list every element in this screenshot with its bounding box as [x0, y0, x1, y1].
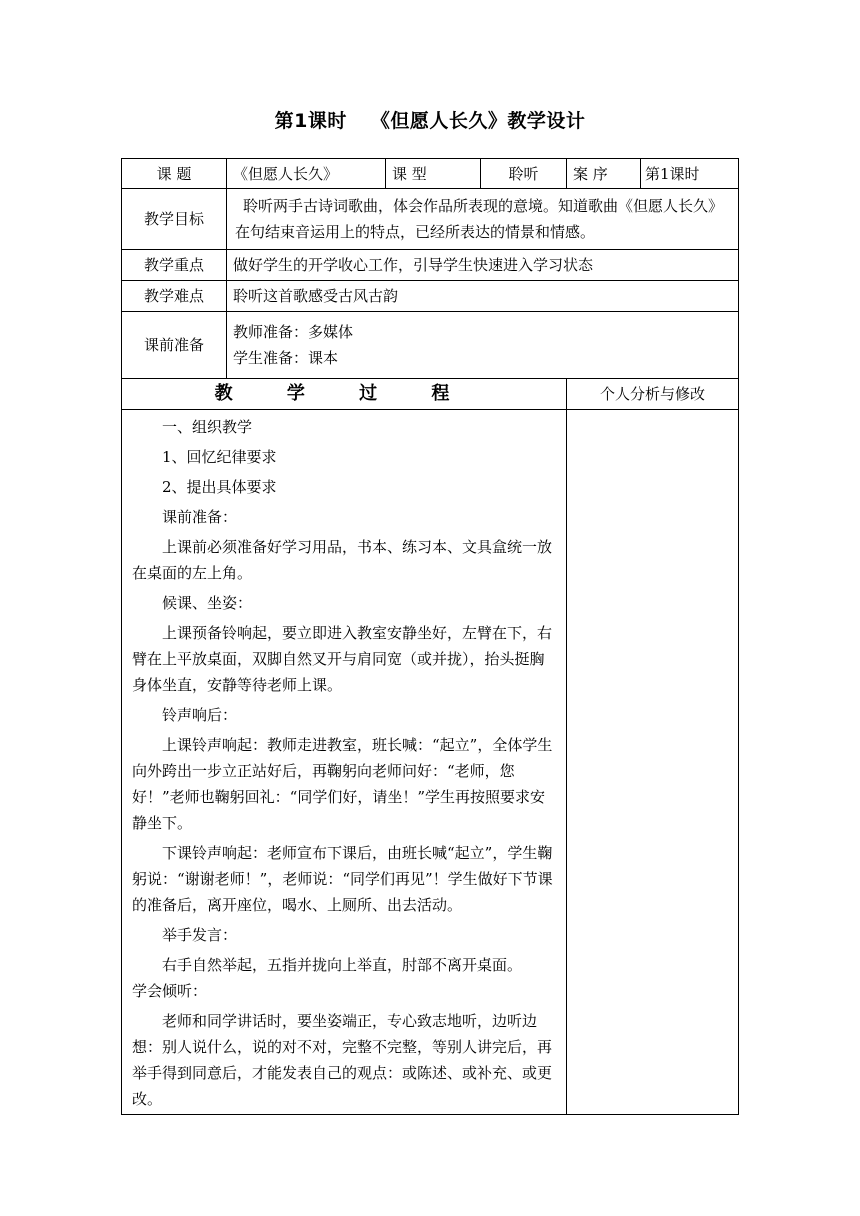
page-title: [0, 106, 860, 133]
topic-value: 《但愿人长久》: [227, 159, 386, 189]
paragraph: 学会倾听：: [132, 982, 208, 1000]
preparation-label: 课前准备: [122, 312, 227, 379]
paragraph: 上课前必须准备好学习用品，书本、练习本、文具盒统一放在桌面的左上角。: [132, 538, 553, 582]
topic-label: 课 题: [122, 159, 227, 189]
paragraph: 2、提出具体要求: [162, 478, 277, 496]
analysis-cell: [567, 410, 739, 1115]
objectives-label: 教学目标: [122, 189, 227, 250]
type-label: 课 型: [386, 159, 481, 189]
paragraph: 老师和同学讲话时，要坐姿端正，专心致志地听，边听边想：别人说什么，说的对不对，完整不完整，等别人讲完后，再举手得到同意后，才能发表自己的观点：或陈述、或补充、或更改。: [132, 1012, 553, 1108]
title-lesson: 第1课时: [274, 110, 347, 132]
teacher-preparation: 教师准备：多媒体: [233, 323, 354, 341]
key-point-text: 做好学生的开学收心工作，引导学生快速进入学习状态: [227, 250, 739, 281]
key-point-label: 教学重点: [122, 250, 227, 281]
process-heading: 教 学 过 程: [122, 379, 567, 410]
objectives-text: 聆听两手古诗词歌曲，体会作品所表现的意境。知道歌曲《但愿人长久》在句结束音运用上的特点，已经所表达的情景和情感。: [227, 189, 739, 250]
paragraph: 上课预备铃响起，要立即进入教室安静坐好，左臂在下，右臂在上平放桌面，双脚自然叉开与肩同宽（或并拢），抬头挺胸身体坐直，安静等待老师上课。: [132, 624, 553, 694]
difficulty-row: [122, 281, 739, 312]
paragraph: 右手自然举起，五指并拢向上举直，肘部不离开桌面。: [162, 956, 523, 974]
type-value: 聆听: [481, 159, 567, 189]
order-value: 第1课时: [641, 159, 739, 189]
analysis-heading: 个人分析与修改: [567, 379, 739, 410]
header-row: [122, 159, 739, 189]
paragraph: 1、回忆纪律要求: [162, 448, 277, 466]
difficulty-text: 聆听这首歌感受古风古韵: [227, 281, 739, 312]
paragraph: 一、组织教学: [162, 418, 253, 436]
paragraph: 上课铃声响起：教师走进教室，班长喊：“起立”，全体学生向外跨出一步立正站好后，再鞠躬向老师问好：“老师，您好！”老师也鞠躬回礼：“同学们好，请坐！”学生再按照要求安静坐下。: [132, 736, 553, 832]
paragraph: 课前准备：: [162, 508, 238, 526]
student-preparation: 学生准备：课本: [233, 349, 339, 367]
paragraph: 举手发言：: [162, 926, 238, 944]
order-label: 案 序: [567, 159, 641, 189]
process-content: [122, 410, 567, 1115]
paragraph: 下课铃声响起：老师宣布下课后，由班长喊“起立”，学生鞠躬说：“谢谢老师！”，老师说：“同学们再见”！学生做好下节课的准备后，离开座位，喝水、上厕所、出去活动。: [132, 844, 553, 914]
paragraph: 候课、坐姿：: [162, 594, 253, 612]
key-point-row: [122, 250, 739, 281]
title-name: 《但愿人长久》教学设计: [370, 110, 586, 132]
lesson-plan-table: [121, 158, 739, 1115]
objectives-row: [122, 189, 739, 250]
process-body-row: [122, 410, 739, 1115]
paragraph: 铃声响后：: [162, 706, 238, 724]
process-heading-row: [122, 379, 739, 410]
preparation-cell: [227, 312, 739, 379]
preparation-row: [122, 312, 739, 379]
difficulty-label: 教学难点: [122, 281, 227, 312]
